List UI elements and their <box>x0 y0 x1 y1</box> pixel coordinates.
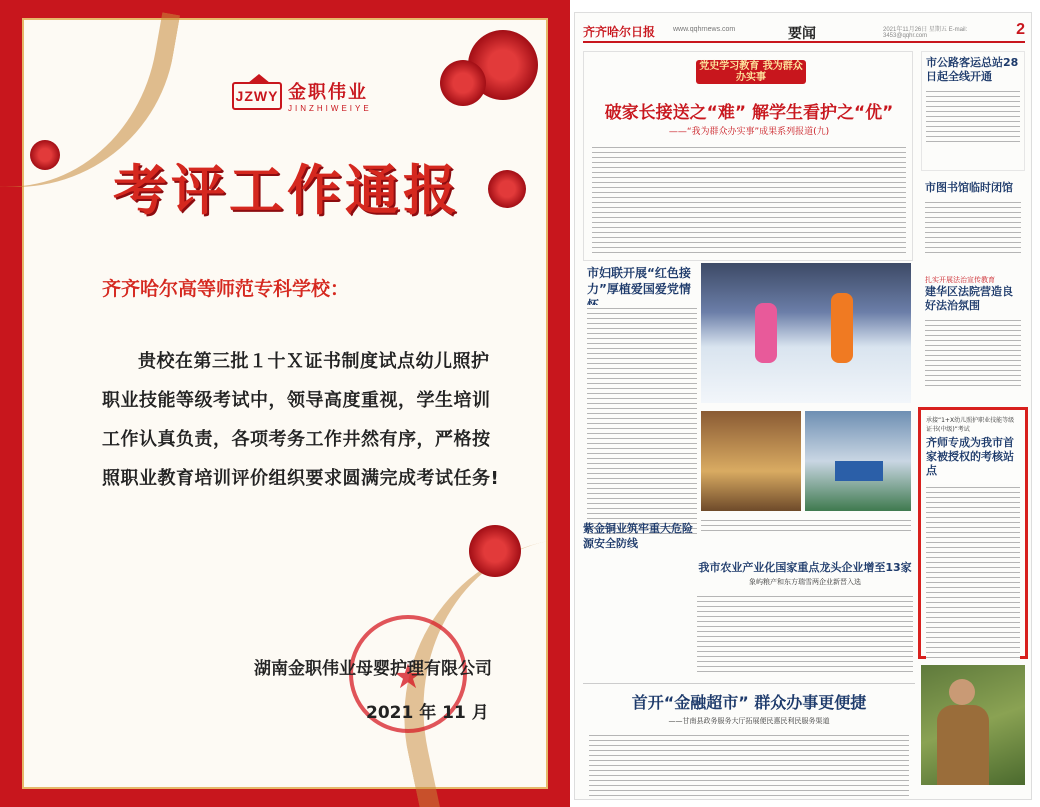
newspaper-name: 齐齐哈尔日报 <box>583 25 656 39</box>
article-body-text <box>925 199 1021 255</box>
article-body-text <box>587 305 697 535</box>
story-banner: 党史学习教育 我为群众办实事 <box>696 60 806 84</box>
side-story-headline: 建华区法院营造良好法治氛围 <box>925 285 1013 312</box>
certificate-issuer: 湖南金职伟业母婴护理有限公司 <box>254 659 492 679</box>
side-story-headline: 市图书馆临时闭馆 <box>925 181 1013 194</box>
flower-decoration <box>440 60 486 106</box>
article-body-text <box>592 144 906 254</box>
highlighted-story <box>918 407 1028 659</box>
flower-decoration <box>469 525 521 577</box>
side-story-kicker: 扎实开展法治宣传教育 <box>925 276 995 284</box>
highlight-kicker: 承接“1+X幼儿照护职业技能等级证书(中级)”考试 <box>926 417 1015 433</box>
certificate-title: 考评工作通报 <box>113 159 461 222</box>
bottom-story-subhead: ——甘南县政务服务大厅拓展便民惠民利民服务渠道 <box>668 717 830 725</box>
article-body-text <box>697 593 913 673</box>
certificate-addressee: 齐齐哈尔高等师范专科学校： <box>102 278 350 300</box>
article-body-text <box>926 88 1020 144</box>
article-body-text <box>925 317 1021 389</box>
section-title: 要闻 <box>788 26 816 42</box>
article-body-text <box>926 484 1020 659</box>
certificate-paper <box>22 18 548 789</box>
certificate-date: 2021 年 11 月 <box>366 703 489 723</box>
article-body-text <box>589 732 909 796</box>
bottom-story-headline: 首开“金融超市” 群众办事更便捷 <box>631 693 867 712</box>
mid-story-headline: 市妇联开展“红色接力”厚植爱国爱党情 <box>587 266 691 296</box>
logo-name-cn: 金职伟业 <box>288 82 368 103</box>
top-story-subhead: ——“我为群众办实事”成果系列报道(九) <box>668 127 830 137</box>
top-story-headline: 破家长接送之“难” 解学生看护之“优” <box>604 103 894 123</box>
side-story <box>921 271 1025 401</box>
page-number: 2 <box>1016 21 1025 38</box>
top-story <box>583 51 913 261</box>
highlight-headline: 齐师专成为我市首家被授权的考核站点 <box>926 436 1014 477</box>
newspaper-masthead <box>583 21 1025 43</box>
issue-meta: 2021年11月26日 星期五 E-mail: 3453@qqhr.com <box>883 27 968 39</box>
certificate-body: 贵校在第三批１十Ｘ证书制度试点幼儿照护职业技能等级考试中，领导高度重视，学生培训工作认真负责，各项考务工作井然有序，严格按照职业教育培训评价组织要求圆满完成考试任务! <box>102 351 500 489</box>
newspaper-url: www.qqhrnews.com <box>673 26 736 33</box>
newspaper-page <box>574 12 1032 800</box>
skating-rink-photo <box>701 263 911 403</box>
agriculture-subhead: 象屿粮产和东方瑞雪两企业新晋入选 <box>749 578 861 586</box>
side-story <box>921 177 1025 261</box>
portrait-photo <box>921 665 1025 785</box>
table-tennis-photo <box>805 411 911 511</box>
sub-story <box>583 521 693 551</box>
sub-story-headline: 紫金铜业筑牢重大危险源安全防线 <box>583 522 693 550</box>
agriculture-story <box>697 559 913 679</box>
company-logo <box>232 78 372 113</box>
bottom-story <box>583 683 915 793</box>
side-story <box>921 51 1025 171</box>
side-story-headline: 市公路客运总站28日起全线开通 <box>926 56 1019 83</box>
agriculture-headline: 我市农业产业化国家重点龙头企业增至13家 <box>698 561 912 574</box>
activity-photo <box>701 411 801 511</box>
photo-caption <box>701 517 911 535</box>
logo-mark: JZWY <box>232 82 282 110</box>
logo-name-en: JINZHIWEIYE <box>288 104 372 113</box>
